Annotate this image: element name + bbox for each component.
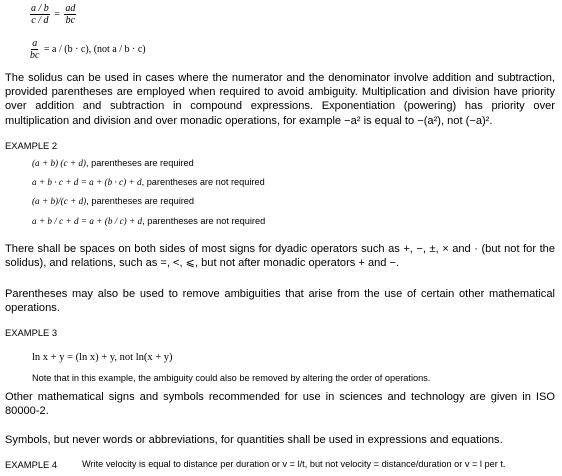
example-2-line-4-text: , parentheses are not required [142, 216, 266, 226]
example-2-line-1 [32, 158, 194, 168]
paragraph-other-signs: Other mathematical signs and symbols recommended for use in sciences and technology are given in ISO 80000-2. [5, 391, 555, 418]
equation-fraction-division [30, 3, 76, 26]
example-2-line-4-math: a + b / c + d = a + (b / c) + d [32, 216, 143, 226]
fraction-right-numerator: ad [65, 3, 76, 14]
example-2-line-4 [32, 216, 265, 226]
fraction-a-over-bc [30, 38, 39, 61]
example-2-line-2-math: a + b · c + d = a + (b · c) + d [32, 177, 142, 187]
fraction-denominator: bc [30, 50, 40, 61]
equation-solidus [30, 38, 146, 61]
example-4-text: Write velocity is equal to distance per duration or v = l/t, but not velocity = distance/duration or v = l per t. [82, 459, 506, 469]
example-2-line-3-text: , parentheses are required [86, 196, 195, 206]
fraction-left-denominator: c / d [31, 15, 49, 26]
example-2-line-3 [32, 196, 194, 206]
example-3-formula: ln x + y = (ln x) + y, not ln(x + y) [32, 352, 173, 363]
paragraph-spaces-around-operators: There shall be spaces on both sides of most signs for dyadic operators such as +, −, ±, × and · (but not for the solidus), and relations, such as =, <, ⩽, but not after monadic operators + and −. [5, 243, 555, 270]
paragraph-parentheses-ambiguity: Parentheses may also be used to remove ambiguities that arise from the use of certain other mathematical operations. [5, 288, 555, 315]
example-3-note: Note that in this example, the ambiguity could also be removed by altering the order of operations. [32, 373, 431, 383]
example-2-line-1-text: , parentheses are required [85, 158, 194, 168]
equals-sign: = [54, 9, 60, 20]
fraction-right-denominator: bc [65, 15, 76, 26]
example-2-title: EXAMPLE 2 [5, 140, 58, 151]
example-3-title: EXAMPLE 3 [5, 327, 58, 338]
paragraph-solidus-priority: The solidus can be used in cases where the numerator and the denominator involve addition and subtraction, provided parentheses are employed when required to avoid ambiguity. Multiplication and division have priority over addition and subtraction in compound expressions. Exponentiation (powering) has priority over multiplication and division and over monadic operations, for example −a² is equal to −(a²), not (−a)². [5, 72, 555, 127]
example-4-title: EXAMPLE 4 [5, 459, 58, 470]
example-2-line-3-math: (a + b)/(c + d) [32, 196, 87, 206]
fraction-numerator: a [32, 38, 38, 49]
paragraph-symbols-in-expressions: Symbols, but never words or abbreviations, for quantities shall be used in expressions and equations. [5, 434, 503, 446]
equation-rest: = a / (b · c), (not a / b · c) [43, 44, 146, 55]
fraction-left-numerator: a / b [31, 3, 49, 14]
fraction-right [64, 3, 76, 26]
example-2-line-1-math: (a + b) (c + d) [32, 158, 86, 168]
fraction-left [30, 3, 50, 26]
example-2-line-2-text: , parentheses are not required [141, 177, 265, 187]
example-2-line-2 [32, 177, 265, 187]
